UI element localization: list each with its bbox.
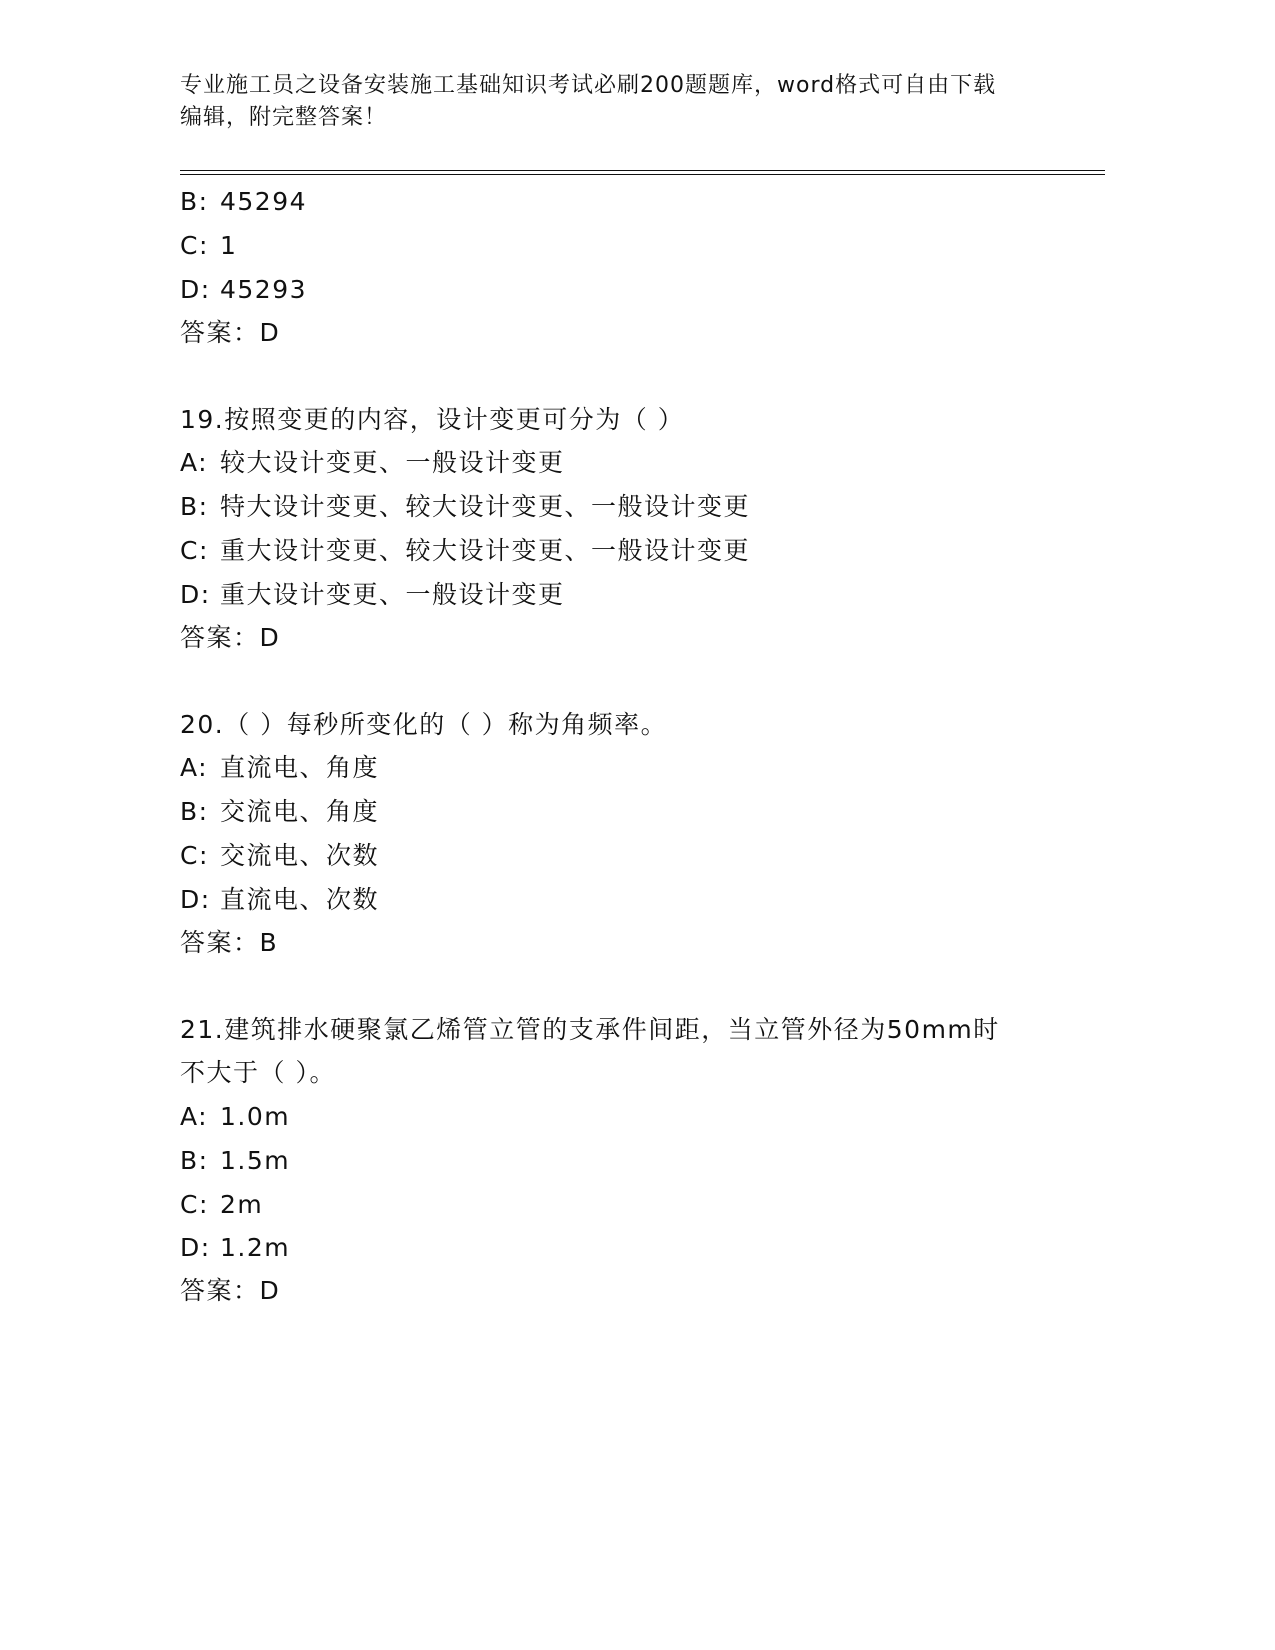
option-text: 较大设计变更、一般设计变更 [220,448,565,477]
question-19-stem: 19.按照变更的内容，设计变更可分为（ ） [180,405,685,434]
option-letter: D: [180,580,211,609]
answer-line: 答案：D [180,1276,281,1305]
header-rule-top [180,170,1105,171]
option-text: 交流电、次数 [220,841,380,870]
option-c [180,1189,263,1221]
option-letter: B: [180,797,209,826]
option-text: 重大设计变更、一般设计变更 [220,580,565,609]
option-c [180,230,237,262]
option-text: 特大设计变更、较大设计变更、一般设计变更 [220,492,751,521]
option-text: 交流电、角度 [220,797,380,826]
header-rule-bottom [180,174,1105,175]
option-text: 2m [220,1190,264,1219]
option-d [180,1232,290,1264]
header-line-1: 专业施工员之设备安装施工基础知识考试必刷200题题库，word格式可自由下载 [180,73,997,98]
question-20-stem: 20.（ ）每秒所变化的（ ）称为角频率。 [180,710,668,739]
option-text: 45293 [220,275,308,304]
option-letter: B: [180,187,209,216]
answer-line: 答案：D [180,318,281,347]
option-text: 直流电、角度 [220,753,380,782]
option-a [180,752,379,784]
answer-line: 答案：D [180,623,281,652]
question-21-stem-line-2: 不大于（ ）。 [180,1058,336,1087]
option-letter: C: [180,1190,209,1219]
option-b [180,186,307,218]
option-text: 1.5m [220,1146,291,1175]
option-letter: D: [180,275,211,304]
option-text: 重大设计变更、较大设计变更、一般设计变更 [220,536,751,565]
option-letter: A: [180,753,209,782]
option-d [180,274,307,306]
option-letter: D: [180,1233,211,1262]
option-letter: B: [180,1146,209,1175]
option-letter: D: [180,885,211,914]
option-letter: B: [180,492,209,521]
document-header [180,70,1080,134]
option-c [180,840,379,872]
option-text: 1.2m [220,1233,291,1262]
option-b [180,796,379,828]
option-text: 1.0m [220,1102,291,1131]
option-letter: C: [180,536,209,565]
option-text: 45294 [220,187,308,216]
question-21-stem-line-1: 21.建筑排水硬聚氯乙烯管立管的支承件间距，当立管外径为50mm时 [180,1015,1000,1044]
option-text: 1 [220,231,238,260]
option-c [180,535,750,567]
option-letter: A: [180,448,209,477]
option-letter: C: [180,231,209,260]
option-text: 直流电、次数 [220,885,380,914]
option-letter: C: [180,841,209,870]
option-b [180,491,750,523]
option-d [180,884,379,916]
option-d [180,579,565,611]
answer-line: 答案：B [180,928,279,957]
option-a [180,1101,290,1133]
header-line-2: 编辑，附完整答案！ [180,105,388,130]
option-b [180,1145,290,1177]
option-letter: A: [180,1102,209,1131]
option-a [180,447,565,479]
